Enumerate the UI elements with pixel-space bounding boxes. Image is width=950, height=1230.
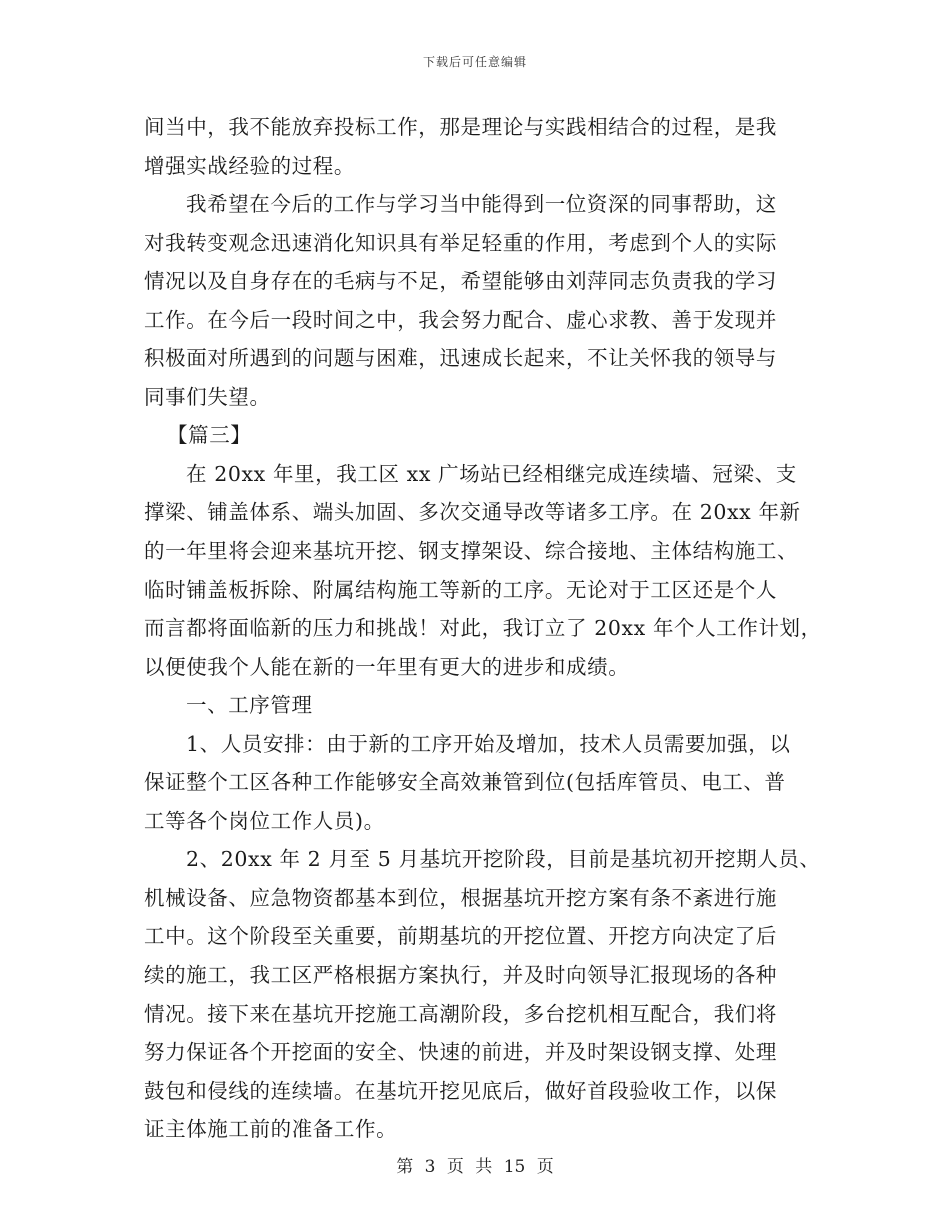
text-line: 证主体施工前的准备工作。 [144,1117,398,1142]
current-page-number: 3 [424,1157,436,1177]
text-line: 在 20xx 年里，我工区 xx 广场站已经相继完成连续墙、冠梁、支 [186,461,797,486]
text-line: 保证整个工区各种工作能够安全高效兼管到位(包括库管员、电工、普 [144,770,786,795]
text-line: 同事们失望。 [144,384,271,409]
text-line: 情况。接下来在基坑开挖施工高潮阶段，多台挖机相互配合，我们将 [144,1001,777,1026]
total-pages-number: 15 [503,1157,526,1177]
text-line: 1、人员安排：由于新的工序开始及增加，技术人员需要加强，以 [186,731,791,756]
page-label-page: 页 [446,1157,464,1177]
page-footer [0,1152,950,1177]
text-line: 增强实战经验的过程。 [144,153,355,178]
page-label-total: 共 [475,1157,493,1177]
text-line: 对我转变观念迅速消化知识具有举足轻重的作用，考虑到个人的实际 [144,230,777,255]
page-label-suffix: 页 [536,1157,554,1177]
text-line: 临时铺盖板拆除、附属结构施工等新的工序。无论对于工区还是个人 [144,577,777,602]
text-line: 努力保证各个开挖面的安全、快速的前进，并及时架设钢支撑、处理 [144,1040,777,1065]
text-line: 的一年里将会迎来基坑开挖、钢支撑架设、综合接地、主体结构施工、 [144,539,799,564]
text-line: 撑梁、铺盖体系、端头加固、多次交通导改等诸多工序。在 20xx 年新 [144,500,801,525]
text-line: 我希望在今后的工作与学习当中能得到一位资深的同事帮助，这 [186,192,777,217]
text-line: 续的施工，我工区严格根据方案执行，并及时向领导汇报现场的各种 [144,963,777,988]
text-line: 以便使我个人能在新的一年里有更大的进步和成绩。 [144,654,630,679]
text-line: 而言都将面临新的压力和挑战！对此，我订立了 20xx 年个人工作计划， [144,616,822,641]
page-header: 下载后可任意编辑 [422,55,527,69]
text-line: 情况以及自身存在的毛病与不足，希望能够由刘萍同志负责我的学习 [144,269,777,294]
text-line: 鼓包和侵线的连续墙。在基坑开挖见底后，做好首段验收工作，以保 [144,1078,777,1103]
page-label-prefix: 第 [396,1157,414,1177]
text-line: 2、20xx 年 2 月至 5 月基坑开挖阶段，目前是基坑初开挖期人员、 [186,847,821,872]
section-heading: 【篇三】 [167,423,252,448]
text-line: 机械设备、应急物资都基本到位，根据基坑开挖方案有条不紊进行施 [144,885,777,910]
text-line: 工等各个岗位工作人员)。 [144,808,385,833]
text-line: 工中。这个阶段至关重要，前期基坑的开挖位置、开挖方向决定了后 [144,924,777,949]
text-line: 一、工序管理 [186,693,313,718]
text-line: 间当中，我不能放弃投标工作，那是理论与实践相结合的过程，是我 [144,115,777,139]
text-line: 工作。在今后一段时间之中，我会努力配合、虚心求教、善于发现并 [144,307,777,332]
document-body [144,108,822,1149]
text-line: 积极面对所遇到的问题与困难，迅速成长起来，不让关怀我的领导与 [144,346,777,371]
